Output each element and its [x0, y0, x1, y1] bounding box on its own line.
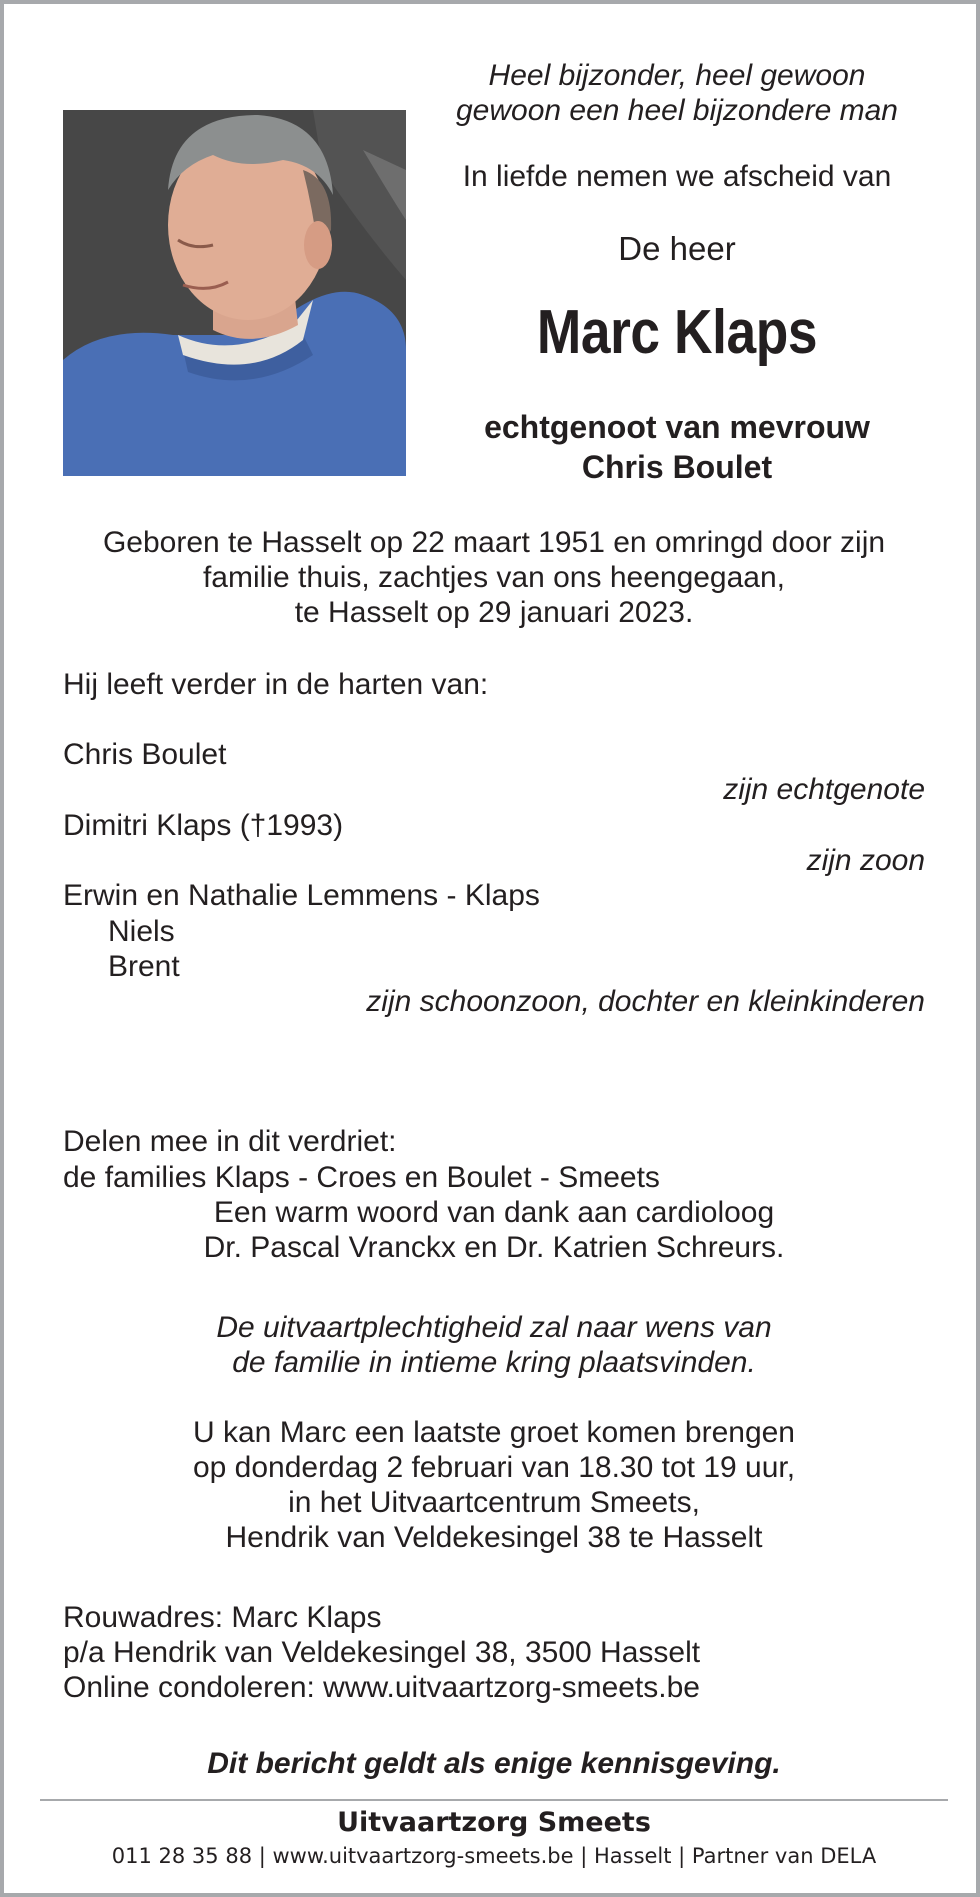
footer-contact: 011 28 35 88 | www.uitvaartzorg-smeets.be | Hasselt | Partner van DELA	[111, 1844, 877, 1868]
survivor-wife-role: zijn echtgenote	[723, 773, 925, 806]
share-line-2: de families Klaps - Croes en Boulet - Smeets	[63, 1161, 660, 1194]
thanks-line-1: Een warm woord van dank aan cardioloog	[213, 1196, 775, 1229]
survivor-family-name: Erwin en Nathalie Lemmens - Klaps	[63, 879, 540, 912]
birth-line-1: Geboren te Hasselt op 22 maart 1951 en omringd door zijn	[102, 526, 886, 559]
address-line-1: Rouwadres: Marc Klaps	[63, 1601, 382, 1634]
poem-line-2: gewoon een heel bijzondere man	[456, 94, 898, 127]
ceremony-line-1: De uitvaartplechtigheid zal naar wens van	[216, 1311, 772, 1344]
salutation: De heer	[618, 230, 736, 267]
survivor-son-role: zijn zoon	[806, 844, 925, 877]
survivor-family-role: zijn schoonzoon, dochter en kleinkinderen	[366, 985, 925, 1018]
deceased-name: Marc Klaps	[536, 298, 818, 367]
address-line-2: p/a Hendrik van Veldekesingel 38, 3500 Hasselt	[63, 1636, 701, 1669]
thanks-line-2: Dr. Pascal Vranckx en Dr. Katrien Schreurs.	[203, 1231, 785, 1264]
survivor-son-name: Dimitri Klaps (†1993)	[63, 809, 344, 842]
footer-company: Uitvaartzorg Smeets	[337, 1807, 651, 1838]
footer-divider	[40, 1799, 948, 1801]
address-line-3: Online condoleren: www.uitvaartzorg-smeets.be	[63, 1671, 700, 1704]
poem-line-1: Heel bijzonder, heel gewoon	[488, 59, 866, 92]
survivors-intro: Hij leeft verder in de harten van:	[63, 668, 489, 701]
visit-line-3: in het Uitvaartcentrum Smeets,	[288, 1486, 700, 1519]
grandchild-brent: Brent	[108, 950, 180, 983]
visit-line-2: op donderdag 2 februari van 18.30 tot 19 uur,	[192, 1451, 796, 1484]
ceremony-line-2: de familie in intieme kring plaatsvinden.	[232, 1346, 756, 1379]
birth-line-3: te Hasselt op 29 januari 2023.	[294, 596, 694, 629]
notice-text: Dit bericht geldt als enige kennisgeving.	[207, 1747, 781, 1780]
share-line-1: Delen mee in dit verdriet:	[63, 1125, 397, 1158]
grandchild-niels: Niels	[108, 915, 175, 948]
intro-text: In liefde nemen we afscheid van	[462, 160, 892, 193]
spouse-line-2: Chris Boulet	[581, 449, 773, 485]
survivor-wife-name: Chris Boulet	[63, 738, 227, 771]
spouse-line-1: echtgenoot van mevrouw	[484, 409, 870, 445]
visit-line-4: Hendrik van Veldekesingel 38 te Hasselt	[225, 1521, 763, 1554]
portrait-photo	[63, 110, 406, 476]
birth-line-2: familie thuis, zachtjes van ons heengegaan,	[202, 561, 786, 594]
visit-line-1: U kan Marc een laatste groet komen brengen	[192, 1416, 795, 1449]
